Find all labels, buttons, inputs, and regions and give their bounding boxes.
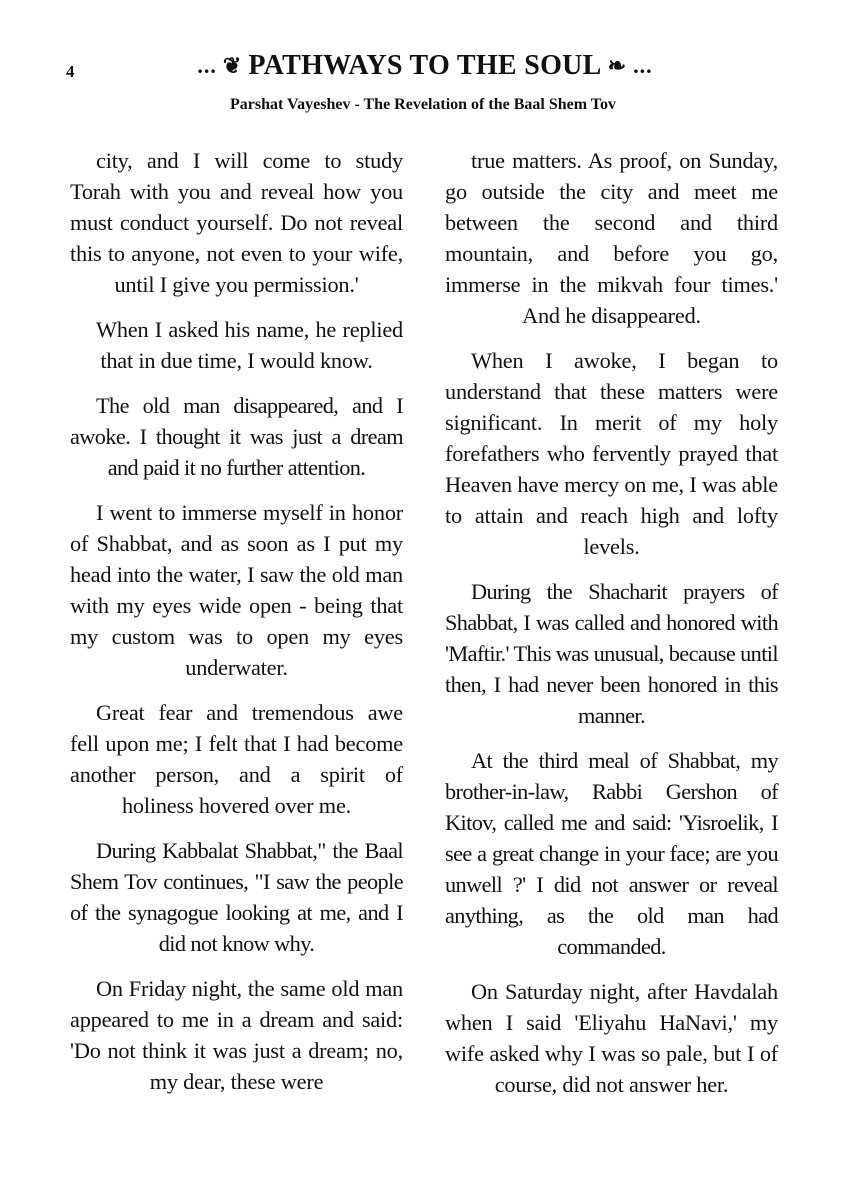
paragraph: true matters. As proof, on Sunday, go outside the city and meet me between the second and third mountain, and before you go, immerse in the mikvah four times.' And he disappeared. [445, 148, 778, 328]
paragraph: When I awoke, I began to understand that these matters were significant. In merit of my holy forefathers who fervently prayed that Heaven have mercy on me, I was able to attain and reach high and lofty levels. [445, 348, 778, 559]
paragraph: At the third meal of Shabbat, my brother-in-law, Rabbi Gershon of Kitov, called me and said: 'Yisroelik, I see a great change in your face; are you unwell ?' I did not answer or reveal anything, as the old man had commanded. [445, 748, 778, 959]
ornament-left: ... [197, 53, 217, 78]
paragraph: city, and I will come to study Torah with you and reveal how you must conduct yourself. Do not reveal this to anyone, not even to your wife, until I give you permission.' [70, 148, 403, 297]
paragraph: During Kabbalat Shabbat," the Baal Shem Tov continues, "I saw the people of the synagogue looking at me, and I did not know why. [70, 838, 403, 956]
right-column [445, 145, 778, 1114]
left-column [70, 145, 403, 1111]
paragraph: I went to immerse myself in honor of Shabbat, and as soon as I put my head into the water, I saw the old man with my eyes wide open - being that my custom was to open my eyes underwater. [70, 500, 403, 680]
paragraph: Great fear and tremendous awe fell upon me; I felt that I had become another person, and a spirit of holiness hovered over me. [70, 700, 403, 818]
ornament-right: ... [633, 53, 653, 78]
paragraph: The old man disappeared, and I awoke. I thought it was just a dream and paid it no further attention. [70, 393, 403, 480]
scroll-ornament-right-icon: ❧ [607, 53, 628, 78]
paragraph: When I asked his name, he replied that in due time, I would know. [96, 317, 403, 373]
paragraph: On Friday night, the same old man appeared to me in a dream and said: 'Do not think it was just a dream; no, my dear, these were [70, 976, 403, 1094]
running-header [120, 50, 730, 82]
page-number: 4 [66, 62, 75, 81]
journal-title: PATHWAYS TO THE SOUL [248, 50, 602, 81]
paragraph: During the Shacharit prayers of Shabbat, I was called and honored with 'Maftir.' This was unusual, because until then, I had never been honored in this manner. [445, 579, 778, 728]
paragraph: On Saturday night, after Havdalah when I said 'Eliyahu HaNavi,' my wife asked why I was so pale, but I of course, did not answer her. [445, 979, 778, 1097]
scroll-ornament-left-icon: ❦ [222, 53, 243, 78]
article-subtitle: Parshat Vayeshev - The Revelation of the Baal Shem Tov [230, 96, 616, 113]
